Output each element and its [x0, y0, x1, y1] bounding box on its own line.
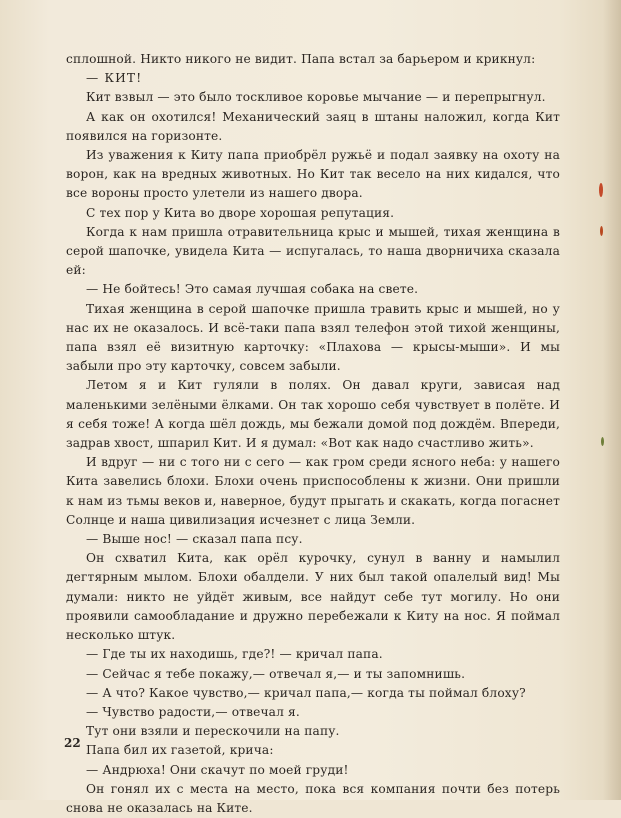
paragraph: С тех пор у Кита во дворе хорошая репутация. [86, 205, 395, 220]
dialog-line: — А что? Какое чувство,— кричал папа,— когда ты поймал блоху? [86, 685, 526, 700]
paragraph: Летом я и Кит гуляли в полях. Он давал круги, зависая над маленькими зелёными ёлками. Он так хорошо себя чувствует в полёте. И я себя тоже! А когда шёл дождь, мы бежали домой под дождём. Впереди, задрав хвост, шпарил Кит. И я думал: «Вот как надо счастливо жить». [66, 378, 560, 451]
paragraph: сплошной. Никто никого не видит. Папа встал за барьером и крикнул: [66, 52, 536, 66]
paragraph: И вдруг — ни с того ни с сего — как гром среди ясного неба: у нашего Кита завелись блохи. Блохи очень приспособлены к жизни. Они пришли к нам из тьмы веков и, наверное, будут прыгать и скакать, когда погаснет Солнце и наша цивилизация исчезнет с лица Земли. [66, 455, 560, 527]
paragraph: Папа бил их газетой, крича: [86, 743, 274, 758]
dialog-line: — Сейчас я тебе покажу,— отвечал я,— и ты запомнишь. [86, 666, 466, 681]
paragraph: А как он охотился! Механический заяц в штаны наложил, когда Кит появился на горизонте. [66, 109, 560, 143]
dialog-line: — Не бойтесь! Это самая лучшая собака на свете. [86, 282, 419, 297]
red-ink-mark [599, 183, 603, 197]
page-number: 22 [64, 736, 81, 750]
dialog-line: — Где ты их находишь, где?! — кричал папа. [86, 647, 383, 662]
paragraph: Тут они взяли и перескочили на папу. [86, 724, 340, 739]
story-text [66, 50, 560, 818]
green-ink-mark [601, 437, 604, 446]
dialog-line: — Чувство радости,— отвечал я. [86, 704, 300, 719]
paragraph: Он схватил Кита, как орёл курочку, сунул в ванну и намылил дегтярным мылом. Блохи обалдели. У них был такой опалелый вид! Мы думали: никто не уйдёт живым, все найдут себе тут могилу. Но они проявили самообладание и дружно перебежали к Киту на нос. Я поймал несколько штук. [66, 551, 560, 643]
red-ink-mark [600, 226, 603, 236]
paragraph: Кит взвыл — это было тоскливое коровье мычание — и перепрыгнул. [86, 90, 546, 105]
paragraph: Он гонял их с места на место, пока вся компания почти без потерь снова не оказалась на Ките. [66, 781, 560, 815]
dialog-line: — Выше нос! — сказал папа псу. [86, 532, 303, 547]
paragraph: Из уважения к Киту папа приобрёл ружьё и подал заявку на охоту на ворон, как на вредных животных. Но Кит так весело на них кидался, что все вороны просто улетели из нашего двора. [66, 148, 560, 201]
paragraph: Когда к нам пришла отравительница крыс и мышей, тихая женщина в серой шапочке, увидела Кита — испугалась, то наша дворничиха сказала ей: [66, 224, 560, 278]
page-edge-shadow [603, 0, 621, 800]
paragraph: — КИТ! [86, 71, 143, 86]
paragraph: Тихая женщина в серой шапочке пришла травить крыс и мышей, но у нас их не оказалось. И всё-таки папа взял телефон этой тихой женщины, папа взял её визитную карточку: «Плахова — крысы-мыши». И мы забыли про эту карточку, совсем забыли. [66, 301, 560, 374]
dialog-line: — Андрюха! Они скачут по моей груди! [86, 762, 349, 777]
